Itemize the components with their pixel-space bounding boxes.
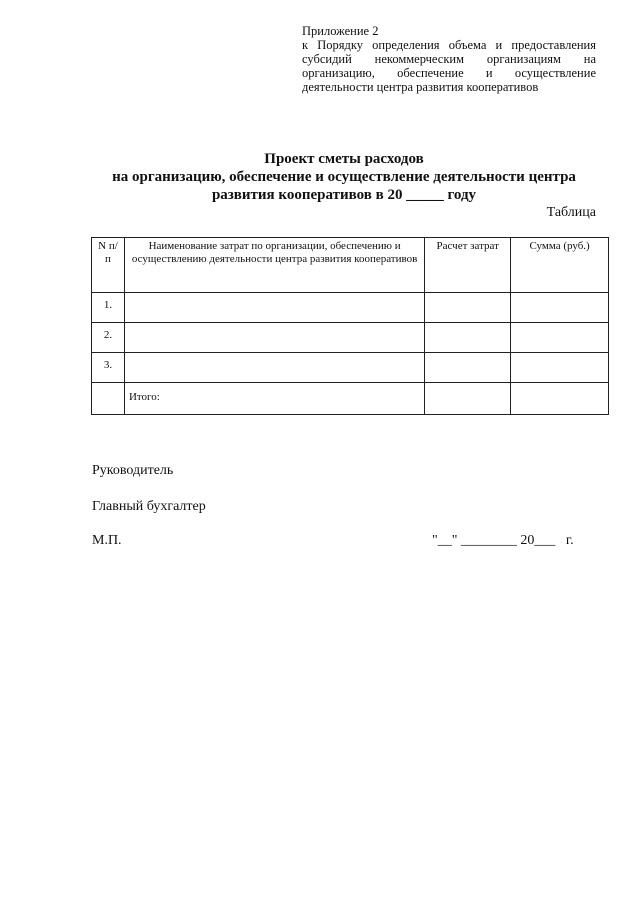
appendix-line: субсидий некоммерческим организациям на	[302, 52, 596, 66]
table-row	[92, 353, 609, 383]
header-calc: Расчет затрат	[425, 238, 511, 293]
document-title	[60, 150, 628, 204]
row-num: 3.	[92, 353, 125, 383]
header-num: N п/п	[92, 238, 125, 293]
row-name	[124, 293, 424, 323]
total-num	[92, 383, 125, 415]
appendix-line: организацию, обеспечение и осуществление	[302, 66, 596, 80]
stamp-label: М.П.	[92, 533, 122, 548]
row-calc	[425, 353, 511, 383]
expense-table	[91, 237, 609, 415]
header-name: Наименование затрат по организации, обеспечению и осуществлению деятельности центра развития кооперативов	[124, 238, 424, 293]
header-sum: Сумма (руб.)	[511, 238, 609, 293]
title-line: развития кооперативов в 20 _____ году	[211, 187, 477, 203]
row-calc	[425, 323, 511, 353]
row-sum	[511, 323, 609, 353]
row-num: 1.	[92, 293, 125, 323]
table-row	[92, 323, 609, 353]
title-line: Проект сметы расходов	[264, 151, 424, 167]
table-row	[92, 293, 609, 323]
row-sum	[511, 293, 609, 323]
row-sum	[511, 353, 609, 383]
table-header-row	[92, 238, 609, 293]
table-label: Таблица	[546, 205, 596, 220]
row-name	[124, 323, 424, 353]
total-label: Итого:	[124, 383, 424, 415]
title-line: на организацию, обеспечение и осуществление деятельности центра	[112, 169, 576, 185]
appendix-line: деятельности центра развития кооперативов	[302, 80, 539, 94]
appendix-block	[302, 24, 596, 94]
accountant-signature: Главный бухгалтер	[92, 499, 206, 514]
row-calc	[425, 293, 511, 323]
row-num: 2.	[92, 323, 125, 353]
total-sum	[511, 383, 609, 415]
date-line: "__" ________ 20___ г.	[432, 533, 574, 548]
head-signature: Руководитель	[92, 463, 174, 478]
appendix-number: Приложение 2	[302, 24, 379, 38]
row-name	[124, 353, 424, 383]
total-calc	[425, 383, 511, 415]
table-total-row	[92, 383, 609, 415]
appendix-line: к Порядку определения объема и предоставления	[302, 38, 596, 52]
